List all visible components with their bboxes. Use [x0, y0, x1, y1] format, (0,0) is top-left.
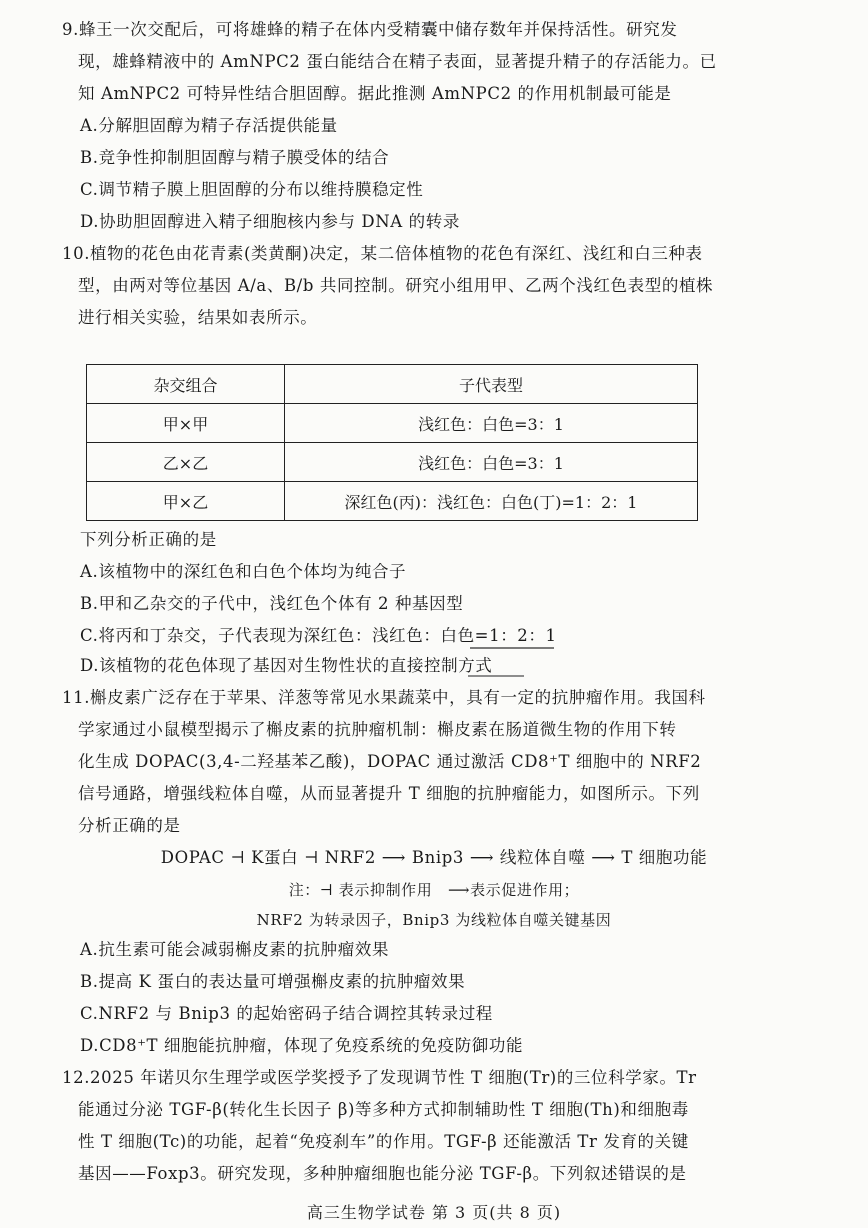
pencil-underline [470, 647, 554, 649]
q9-option-b: B.竞争性抑制胆固醇与精子膜受体的结合 [80, 148, 390, 167]
q11-option-b: B.提高 K 蛋白的表达量可增强槲皮素的抗肿瘤效果 [80, 972, 466, 991]
table-header-cross: 杂交组合 [87, 365, 285, 404]
table-row [87, 404, 698, 443]
q12-line-2: 能通过分泌 TGF-β(转化生长因子 β)等多种方式抑制辅助性 T 细胞(Th)和细胞毒 [78, 1100, 689, 1119]
table-cell: 浅红色：白色=3：1 [285, 443, 698, 482]
q10-line-2: 型，由两对等位基因 A/a、B/b 共同控制。研究小组用甲、乙两个浅红色表型的植株 [78, 276, 714, 295]
q9-line-3: 知 AmNPC2 可特异性结合胆固醇。据此推测 AmNPC2 的作用机制最可能是 [78, 84, 672, 103]
q10-prompt: 下列分析正确的是 [80, 530, 217, 549]
table-cell: 乙×乙 [87, 443, 285, 482]
q9-line-2: 现，雄蜂精液中的 AmNPC2 蛋白能结合在精子表面，显著提升精子的存活能力。已 [78, 52, 717, 71]
table-cell: 浅红色：白色=3：1 [285, 404, 698, 443]
q9-line-1: 9.蜂王一次交配后，可将雄蜂的精子在体内受精囊中储存数年并保持活性。研究发 [62, 20, 678, 39]
q10-line-3: 进行相关实验，结果如表所示。 [78, 308, 318, 327]
q10-option-c: C.将丙和丁杂交，子代表现为深红色：浅红色：白色=1：2：1 [80, 626, 557, 645]
q10-line-1: 10.植物的花色由花青素(类黄酮)决定，某二倍体植物的花色有深红、浅红和白三种表 [62, 244, 703, 263]
table-row [87, 482, 698, 521]
q10-option-a: A.该植物中的深红色和白色个体均为纯合子 [80, 562, 407, 581]
q11-line-5: 分析正确的是 [78, 816, 181, 835]
q9-option-a: A.分解胆固醇为精子存活提供能量 [80, 116, 338, 135]
q10-option-b: B.甲和乙杂交的子代中，浅红色个体有 2 种基因型 [80, 594, 464, 613]
table-cell: 甲×甲 [87, 404, 285, 443]
q9-option-d: D.协助胆固醇进入精子细胞核内参与 DNA 的转录 [80, 212, 460, 231]
q12-line-1: 12.2025 年诺贝尔生理学或医学奖授予了发现调节性 T 细胞(Tr)的三位科学家。Tr [62, 1068, 697, 1087]
q11-line-2: 学家通过小鼠模型揭示了槲皮素的抗肿瘤机制：槲皮素在肠道微生物的作用下转 [78, 720, 677, 739]
table-cell: 甲×乙 [87, 482, 285, 521]
q10-option-d: D.该植物的花色体现了基因对生物性状的直接控制方式 [80, 656, 493, 675]
q11-option-a: A.抗生素可能会减弱槲皮素的抗肿瘤效果 [80, 940, 390, 959]
q11-line-4: 信号通路，增强线粒体自噬，从而显著提升 T 细胞的抗肿瘤能力，如图所示。下列 [78, 784, 700, 803]
q11-line-1: 11.槲皮素广泛存在于苹果、洋葱等常见水果蔬菜中，具有一定的抗肿瘤作用。我国科 [62, 688, 706, 707]
table-header-offspring: 子代表型 [285, 365, 698, 404]
table-cell: 深红色(丙)：浅红色：白色(丁)=1：2：1 [285, 482, 698, 521]
pencil-underline [468, 675, 524, 677]
page-footer: 高三生物学试卷 第 3 页(共 8 页) [306, 1203, 562, 1222]
q11-option-d: D.CD8⁺T 细胞能抗肿瘤，体现了免疫系统的免疫防御功能 [80, 1036, 524, 1055]
table-header-row [87, 365, 698, 404]
cross-results-table [86, 364, 698, 521]
pathway-diagram: DOPAC ⊣ K蛋白 ⊣ NRF2 ⟶ Bnip3 ⟶ 线粒体自噬 ⟶ T 细胞功能 [160, 848, 708, 867]
pathway-note-1: 注：⊣ 表示抑制作用 ⟶表示促进作用； [288, 881, 580, 899]
q9-option-c: C.调节精子膜上胆固醇的分布以维持膜稳定性 [80, 180, 424, 199]
q12-line-3: 性 T 细胞(Tc)的功能，起着“免疫刹车”的作用。TGF-β 还能激活 Tr 发育的关键 [78, 1132, 689, 1151]
pathway-note-2: NRF2 为转录因子，Bnip3 为线粒体自噬关键基因 [256, 911, 612, 929]
q11-option-c: C.NRF2 与 Bnip3 的起始密码子结合调控其转录过程 [80, 1004, 493, 1023]
table-row [87, 443, 698, 482]
q12-line-4: 基因——Foxp3。研究发现，多种肿瘤细胞也能分泌 TGF-β。下列叙述错误的是 [78, 1164, 687, 1183]
q11-line-3: 化生成 DOPAC(3,4-二羟基苯乙酸)，DOPAC 通过激活 CD8⁺T 细胞中的 NRF2 [78, 752, 702, 771]
